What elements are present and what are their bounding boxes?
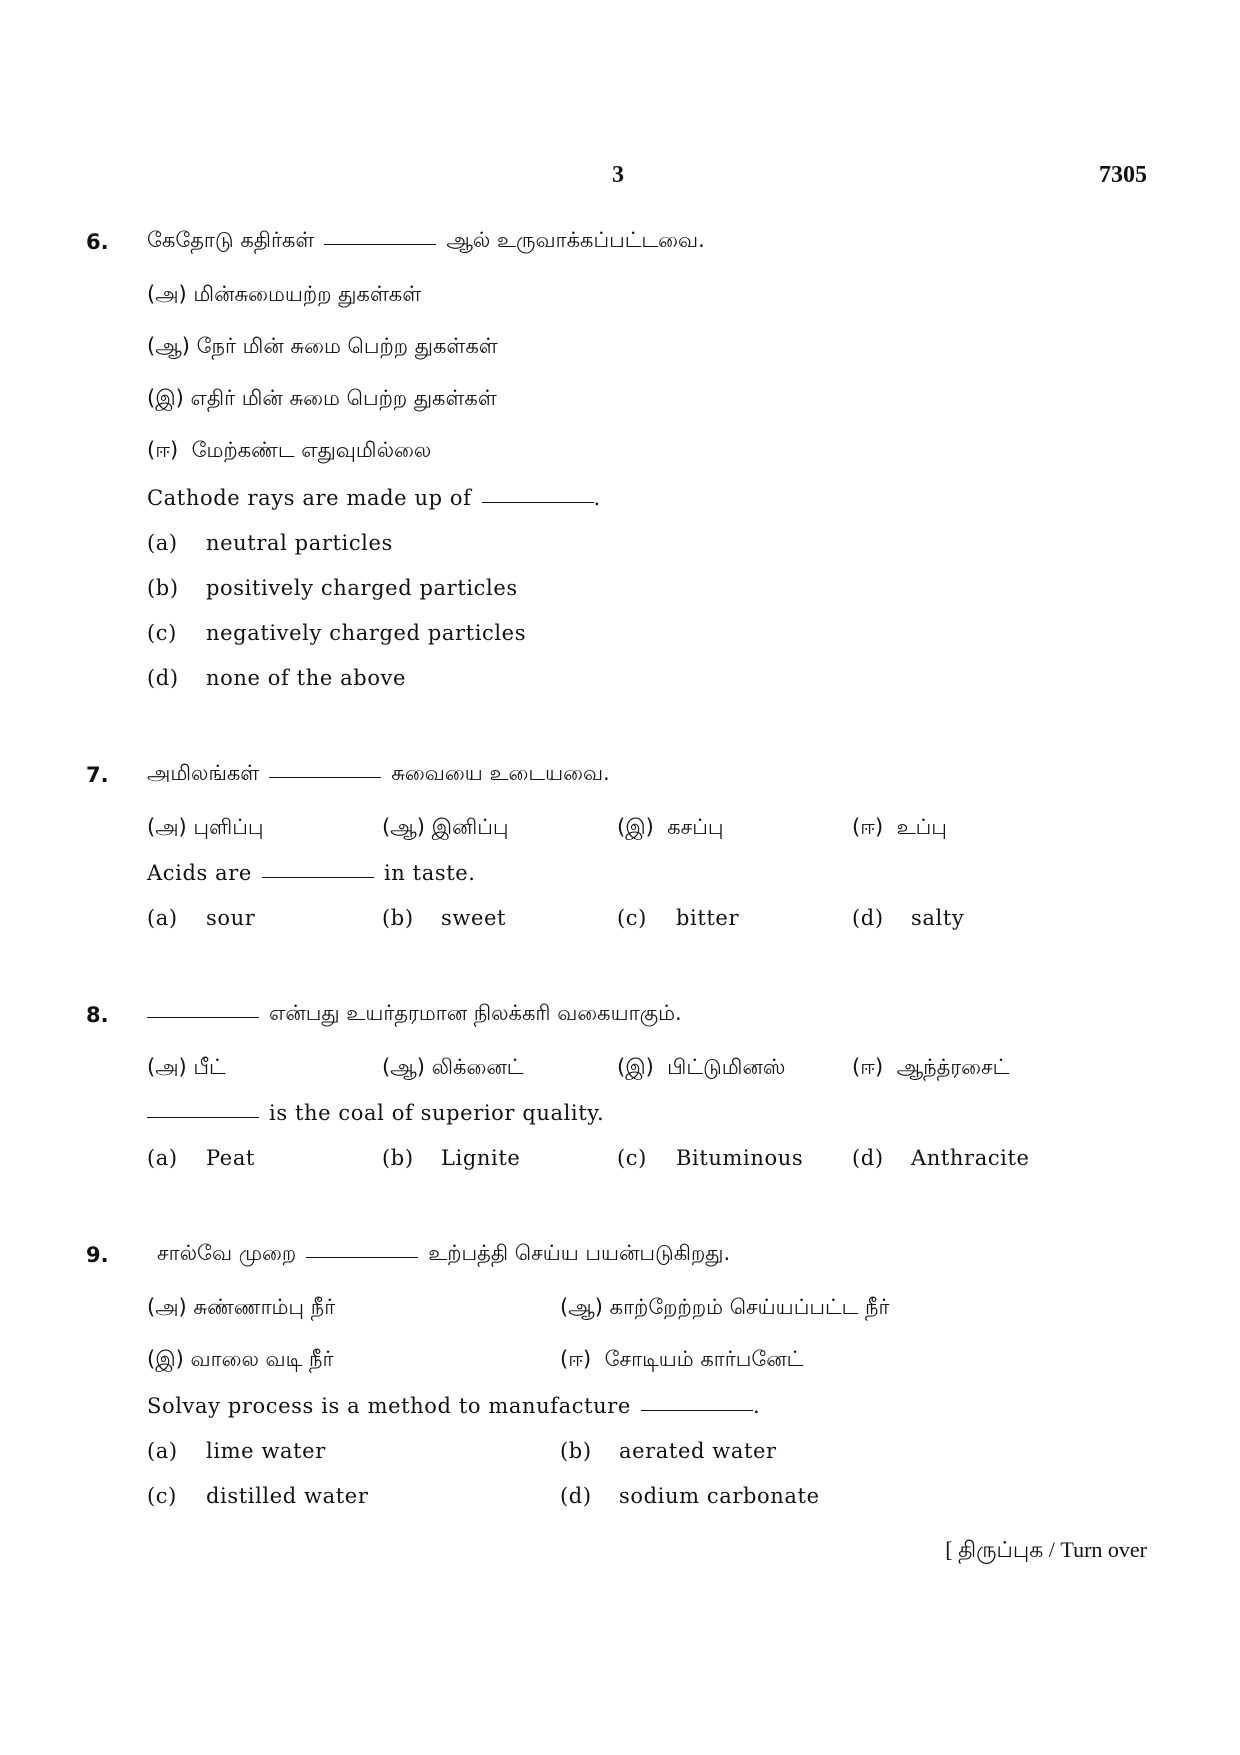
answer-blank: [306, 1256, 418, 1258]
question-6-number: 6.: [86, 230, 109, 254]
q7-tamil-option-c: (இ) கசப்பு: [617, 815, 724, 839]
q7-english-option-d-text: salty: [911, 906, 965, 930]
q9-tamil-option-a: (அ) சுண்ணாம்பு நீர்: [147, 1295, 336, 1319]
q6-tamil-option-d: (ஈ) மேற்கண்ட எதுவுமில்லை: [147, 438, 432, 462]
q9-english-option-d-label: (d): [560, 1484, 592, 1508]
q9-english-option-d-text: sodium carbonate: [619, 1484, 820, 1508]
q7-english-option-a-text: sour: [206, 906, 256, 930]
answer-blank: [482, 501, 594, 503]
q6-english-option-d-text: none of the above: [206, 666, 407, 690]
q9-tamil-option-d: (ஈ) சோடியம் கார்பனேட்: [560, 1347, 804, 1371]
q7-english-option-c-text: bitter: [676, 906, 740, 930]
stem-text-before: கேதோடு கதிர்கள்: [147, 228, 315, 252]
q8-english-option-a-text: Peat: [206, 1146, 255, 1170]
question-8-number: 8.: [86, 1003, 109, 1027]
q9-english-option-b-label: (b): [560, 1439, 592, 1463]
q8-english-option-b-label: (b): [382, 1146, 414, 1170]
q7-tamil-option-d: (ஈ) உப்பு: [852, 815, 947, 839]
answer-blank: [147, 1116, 259, 1118]
page-number: 3: [612, 162, 624, 188]
turn-over-note: [ திருப்புக / Turn over: [945, 1537, 1147, 1562]
question-8-english-stem: is the coal of superior quality.: [147, 1101, 604, 1125]
q9-tamil-option-b: (ஆ) காற்றேற்றம் செய்யப்பட்ட நீர்: [560, 1295, 890, 1319]
question-9-number: 9.: [86, 1243, 109, 1267]
q7-english-option-b-label: (b): [382, 906, 414, 930]
answer-blank: [262, 876, 374, 878]
q9-english-option-a-text: lime water: [206, 1439, 326, 1463]
paper-code: 7305: [1099, 162, 1147, 188]
question-7-number: 7.: [86, 763, 109, 787]
answer-blank: [324, 243, 436, 245]
q8-english-option-c-text: Bituminous: [676, 1146, 804, 1170]
question-7-tamil-stem: அமிலங்கள் சுவையை உடையவை.: [147, 761, 610, 785]
q7-english-option-c-label: (c): [617, 906, 647, 930]
q6-tamil-option-c: (இ) எதிர் மின் சுமை பெற்ற துகள்கள்: [147, 386, 497, 410]
q9-english-option-b-text: aerated water: [619, 1439, 777, 1463]
q7-english-option-a-label: (a): [147, 906, 178, 930]
q6-english-option-b-text: positively charged particles: [206, 576, 518, 600]
stem-text-after: ஆல் உருவாக்கப்பட்டவை.: [446, 228, 705, 252]
answer-blank: [269, 776, 381, 778]
q9-english-option-c-text: distilled water: [206, 1484, 369, 1508]
q8-english-option-b-text: Lignite: [441, 1146, 521, 1170]
q8-tamil-option-c: (இ) பிட்டுமினஸ்: [617, 1055, 786, 1079]
q8-english-option-d-text: Anthracite: [911, 1146, 1030, 1170]
question-7-english-stem: Acids are in taste.: [147, 861, 476, 885]
q6-english-option-a-text: neutral particles: [206, 531, 393, 555]
q8-english-option-a-label: (a): [147, 1146, 178, 1170]
question-9-english-stem: Solvay process is a method to manufacture .: [147, 1394, 761, 1418]
q8-tamil-option-d: (ஈ) ஆந்த்ரசைட்: [852, 1055, 1010, 1079]
q6-tamil-option-b: (ஆ) நேர் மின் சுமை பெற்ற துகள்கள்: [147, 334, 498, 358]
q7-english-option-d-label: (d): [852, 906, 884, 930]
question-6-english-stem: Cathode rays are made up of .: [147, 486, 601, 510]
q6-english-option-b: (b): [147, 576, 179, 600]
q6-english-option-c: (c): [147, 621, 177, 645]
q9-english-option-a-label: (a): [147, 1439, 178, 1463]
q9-english-option-c-label: (c): [147, 1484, 177, 1508]
q7-english-option-b-text: sweet: [441, 906, 507, 930]
q8-tamil-option-a: (அ) பீட்: [147, 1055, 226, 1079]
q6-english-option-a: (a): [147, 531, 178, 555]
q8-tamil-option-b: (ஆ) லிக்னைட்: [382, 1055, 524, 1079]
question-6-tamil-stem: [147, 228, 705, 255]
q6-tamil-option-a: (அ) மின்சுமையற்ற துகள்கள்: [147, 282, 422, 306]
q7-tamil-option-b: (ஆ) இனிப்பு: [382, 815, 509, 839]
question-9-tamil-stem: சால்வே முறை உற்பத்தி செய்ய பயன்படுகிறது.: [157, 1241, 731, 1265]
q6-english-option-d: (d): [147, 666, 179, 690]
q7-tamil-option-a: (அ) புளிப்பு: [147, 815, 264, 839]
q6-english-option-c-text: negatively charged particles: [206, 621, 527, 645]
q9-tamil-option-c: (இ) வாலை வடி நீர்: [147, 1347, 334, 1371]
question-8-tamil-stem: என்பது உயர்தரமான நிலக்கரி வகையாகும்.: [147, 1001, 682, 1028]
answer-blank: [641, 1409, 753, 1411]
answer-blank: [147, 1016, 259, 1018]
q8-english-option-c-label: (c): [617, 1146, 647, 1170]
q8-english-option-d-label: (d): [852, 1146, 884, 1170]
